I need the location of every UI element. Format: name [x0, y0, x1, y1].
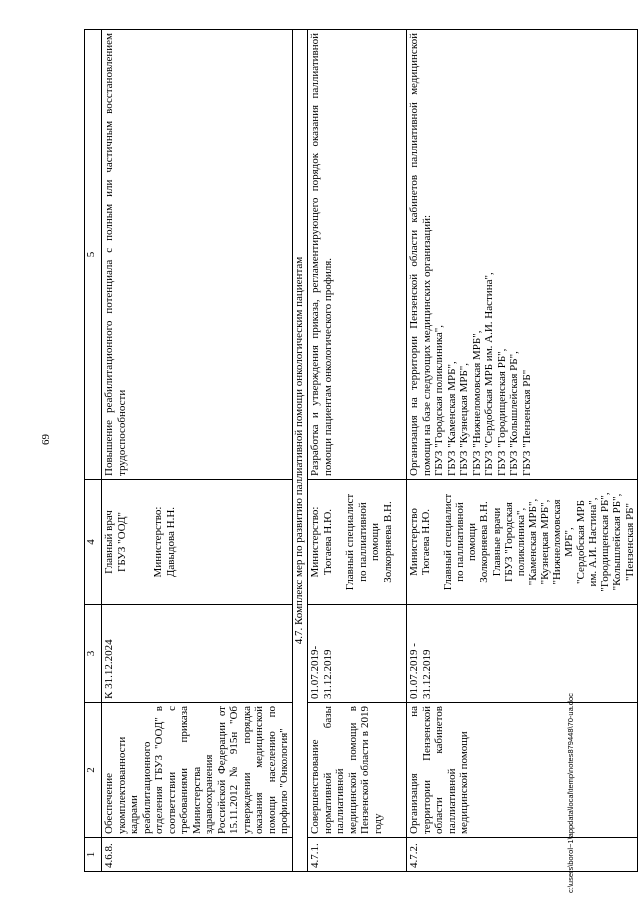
responsible-line: Давыдова Н.Н.: [164, 506, 177, 578]
responsible-line: "Каменская МРБ",: [526, 498, 539, 586]
responsible-line: Министерство:: [152, 506, 165, 578]
header-col-2: 2: [85, 703, 102, 838]
deadline: 01.07.2019- 31.12.2019: [307, 605, 406, 703]
responsible-line: "Сердобская МРБ: [575, 500, 588, 584]
responsible-line: ГБУЗ "ООД": [115, 511, 128, 573]
measure-text: Обеспечение укомплектованности кадрами реабилитационного отделения ГБУЗ "ООД" в соответствии с требованиями приказа Министерства здравоохранения Российской Федерации от 15.11.2012 № 915н "Об утверждении порядка оказания медицинской помощи населению по профилю "Онкология": [102, 703, 293, 838]
result-list-item: ГБУЗ "Нижнеломовская МРБ",: [470, 330, 483, 476]
responsible-line: поликлиника",: [514, 507, 527, 577]
responsible-line: Главный специалист: [344, 493, 357, 591]
header-col-5: 5: [85, 30, 102, 480]
expected-result: Разработка и утверждения приказа, регламентирующего порядок оказания паллиативной помощи пациентам онкологического профиля.: [307, 30, 406, 480]
responsible-line: МРБ",: [563, 527, 576, 557]
responsible-line: Золкорняева В.Н.: [478, 501, 491, 583]
action-plan-table: [84, 29, 638, 872]
responsible-line: "Нижнеломовская: [551, 499, 563, 585]
table-row-4-6-8: [102, 30, 293, 872]
measure-text: Совершенствование нормативной базы паллиативной медицинской помощи в Пензенской области в 2019 году: [307, 703, 406, 838]
responsible-line: по паллиативной: [356, 502, 369, 582]
page-number: 69: [40, 434, 52, 445]
responsible-line: помощи: [369, 523, 382, 561]
result-list-item: ГБУЗ "Городищенская РБ",: [495, 348, 508, 476]
result-intro: Организация на территории Пензенской области кабинетов паллиативной медицинской помощи на базе следующих медицинских организаций:: [407, 33, 433, 476]
result-list-item: ГБУЗ "Кузнецкая МРБ",: [458, 362, 471, 476]
responsible: [406, 480, 637, 605]
row-number: 4.7.1.: [307, 838, 406, 872]
responsible-line: Главный специалист: [442, 493, 455, 591]
result-list-item: ГБУЗ "Каменская МРБ",: [445, 361, 458, 476]
responsible: [307, 480, 406, 605]
result-list-item: ГБУЗ "Городская поликлиника",: [433, 324, 446, 476]
expected-result: [406, 30, 637, 480]
section-heading-4-7: 4.7. Комплекс мер по развитию паллиативной помощи онкологическим пациентам: [292, 30, 307, 872]
responsible-line: им. А.И. Настина",: [587, 497, 600, 587]
measure-text: Организация на территории Пензенской области кабинетов паллиативной медицинской помощи: [406, 703, 637, 838]
responsible-line: Тюгаева Н.Ю.: [321, 508, 334, 576]
responsible-line: Главные врачи: [490, 507, 503, 577]
responsible-line: помощи: [466, 523, 479, 561]
responsible-line: "Пензенская РБ": [623, 503, 636, 581]
deadline: К 31.12.2024: [102, 605, 293, 703]
row-number: 4.6.8.: [102, 838, 293, 872]
responsible-line: Министерство: [407, 508, 420, 576]
result-list-item: ГБУЗ "Сердобская МРБ им. А.И. Настина",: [483, 272, 496, 476]
header-col-4: 4: [85, 480, 102, 605]
row-number: 4.7.2.: [406, 838, 637, 872]
responsible-line: Министерство:: [308, 506, 321, 578]
result-list-item: ГБУЗ "Пензенская РБ": [520, 369, 533, 476]
footer-file-path: c:\users\borol~1\appdata\local\temp\notes879448\70-ua.doc: [566, 693, 575, 893]
responsible-line: ГБУЗ "Городская: [502, 502, 515, 582]
responsible-line: Золкорняева В.Н.: [381, 501, 394, 583]
deadline: 01.07.2019 - 31.12.2019: [406, 605, 637, 703]
responsible-line: "Кузнецкая МРБ",: [538, 499, 551, 585]
responsible-line: по паллиативной: [454, 502, 467, 582]
result-list-item: ГБУЗ "Колышлейская РБ",: [508, 351, 521, 476]
responsible-line: Тюгаева Н.Ю.: [420, 508, 433, 576]
responsible-line: "Колышлейская РБ",: [611, 493, 624, 591]
header-col-1: 1: [85, 838, 102, 872]
responsible-line: Главный врач: [103, 510, 115, 574]
header-col-3: 3: [85, 605, 102, 703]
expected-result: Повышение реабилитационного потенциала с полным или частичным восстановлением трудоспособности: [102, 30, 293, 480]
responsible: [102, 480, 293, 605]
section-heading-row: [292, 30, 307, 872]
table-row-4-7-2: [406, 30, 637, 872]
responsible-line: "Городищенская РБ",: [599, 492, 612, 592]
table-header-row: [85, 30, 102, 872]
table-row-4-7-1: [307, 30, 406, 872]
